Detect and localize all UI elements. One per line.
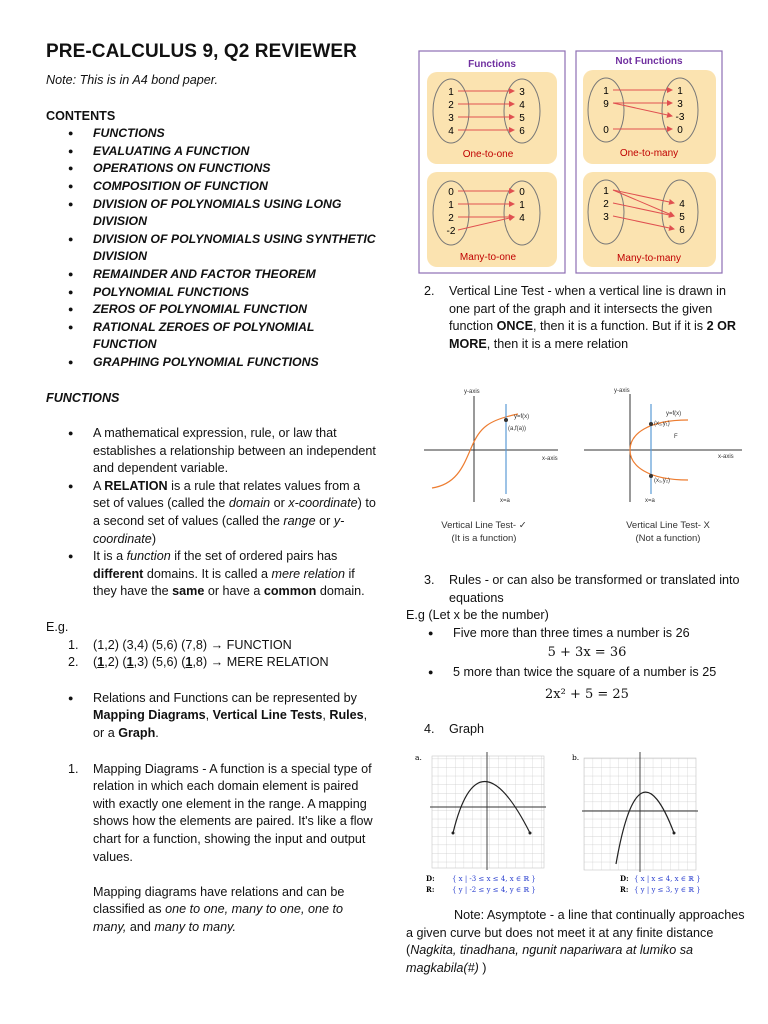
text-italic: x-coordinate (288, 496, 358, 511)
y-axis-label: y-axis (614, 388, 630, 394)
rules-item (424, 572, 742, 607)
function-curve (432, 414, 518, 488)
text-bold: Vertical Line Tests (212, 708, 323, 723)
intersection-point (649, 474, 653, 478)
map-value: 6 (519, 126, 525, 137)
map-value: 0 (603, 125, 609, 136)
text: or have a (204, 584, 264, 599)
mapping-diagrams-figure (418, 50, 768, 276)
list-number: 1. (68, 761, 79, 776)
contents-item: ● REMAINDER AND FACTOR THEOREM (68, 266, 376, 284)
domain-set: { x | -3 ≤ x ≤ 4, x ∈ ℝ } (452, 875, 536, 883)
text: A (93, 478, 105, 493)
text: ,8) → MERE RELATION (192, 655, 329, 670)
map-value: 6 (679, 225, 685, 236)
text: , (322, 708, 330, 723)
bullet-definition: ● A mathematical expression, rule, or law that establishes a relationship between an independent and dependent variable. (68, 425, 376, 478)
equation-2: 2x² + 5 = 25 (545, 686, 629, 702)
endpoint (529, 832, 532, 835)
bullet-function-def (68, 548, 376, 601)
map-value: 1 (603, 186, 609, 197)
text: (1,2) (3,4) (5,6) (7,8) → FUNCTION (93, 637, 292, 652)
list-number: 3. (424, 573, 435, 587)
map-value: -3 (675, 112, 685, 123)
text: Vertical Line Test - when a vertical line is drawn in one part of the graph and it intersects the given function (449, 284, 726, 334)
domain-label: D: (426, 874, 435, 883)
map-value: 1 (448, 87, 454, 98)
one-to-many-caption: One-to-many (619, 148, 679, 159)
x-axis-label: x-axis (718, 454, 734, 460)
range-set: { y | -2 ≤ y ≤ 4, y ∈ ℝ } (452, 886, 536, 894)
text-bold: same (172, 584, 205, 599)
list-number: 2. (424, 284, 435, 298)
contents-item: ● ZEROS OF POLYNOMIAL FUNCTION (68, 301, 376, 319)
caption-line-1: Vertical Line Test- ✓ (441, 520, 527, 531)
list-number: 2. (68, 655, 79, 670)
vlt-text-block (402, 283, 742, 353)
example-mere-relation (68, 654, 376, 672)
text: ) (151, 531, 157, 546)
point-label: (x₁,y₂) (654, 478, 671, 484)
map-value: 3 (448, 113, 454, 124)
many-to-many-caption: Many-to-many (617, 253, 681, 264)
text: ) to a second set of values (called the (93, 496, 376, 529)
contents-heading: CONTENTS (46, 108, 116, 123)
text-bold: Rules (329, 708, 364, 723)
text: ,3) (5,6) ( (133, 655, 186, 670)
text-bold: Graph (118, 726, 156, 740)
functions-heading: FUNCTIONS (46, 390, 120, 405)
text: and (126, 919, 155, 934)
map-value: 0 (677, 125, 683, 136)
map-value: 1 (603, 86, 609, 97)
caption-line-1: Vertical Line Test- X (626, 520, 710, 531)
list-number: 1. (68, 637, 79, 652)
contents-item: ● COMPOSITION OF FUNCTION (68, 178, 376, 196)
text: if they have the (93, 566, 355, 599)
vertical-line-test-figure (418, 384, 748, 550)
mapping-classification (93, 884, 376, 937)
text: domain. (316, 584, 365, 599)
range-label: R: (620, 885, 629, 894)
map-value: 3 (603, 212, 609, 223)
map-value: 4 (679, 199, 685, 210)
one-to-one-caption: One-to-one (462, 149, 514, 160)
rule-example-2: ● 5 more than twice the square of a number is 25 (428, 664, 742, 682)
graph-b-label: b. (572, 753, 580, 762)
contents-item: ● EVALUATING A FUNCTION (68, 143, 376, 161)
text-italic: range (283, 514, 316, 529)
point-label: (x₁,y₁) (654, 421, 670, 427)
text: , then it is a function. But if it is (533, 319, 707, 334)
mapping-diagrams-item (68, 761, 376, 937)
text-bold: common (263, 584, 317, 599)
contents-item: ● GRAPHING POLYNOMIAL FUNCTIONS (68, 354, 376, 372)
vlt-item (424, 283, 742, 353)
map-value: 4 (448, 126, 454, 137)
vlt-relation-graph (584, 388, 742, 544)
text: if the set of ordered pairs has (170, 549, 338, 564)
point-label: (a,f(a)) (508, 426, 526, 432)
domain-label: D: (620, 874, 629, 883)
text-italic: many to many. (154, 919, 237, 934)
map-value: 1 (448, 200, 454, 211)
map-value: 1 (519, 200, 525, 211)
text-italic: domain (228, 496, 271, 511)
contents-item: ● RATIONAL ZEROES OF POLYNOMIAL FUNCTION (68, 319, 376, 354)
map-value: 9 (603, 99, 609, 110)
text: , (205, 708, 213, 723)
text-underlined: 1 (185, 655, 193, 670)
rules-list (402, 572, 742, 607)
text: It is a (93, 549, 127, 564)
contents-item: ● OPERATIONS ON FUNCTIONS (68, 160, 376, 178)
asymptote-note (406, 907, 746, 977)
map-value: -2 (446, 226, 456, 237)
text-bold: different (93, 566, 144, 581)
text: , or a (93, 708, 368, 740)
map-value: 0 (448, 187, 454, 198)
f-label: F (674, 434, 678, 440)
eg-let-label: E.g (Let x be the number) (406, 608, 549, 623)
map-value: 2 (448, 213, 454, 224)
many-to-one-caption: Many-to-one (459, 252, 517, 263)
page-title: PRE-CALCULUS 9, Q2 REVIEWER (46, 41, 357, 62)
text: is a rule that relates values from a set of values (called the (93, 478, 361, 511)
text: . (155, 726, 159, 740)
map-value: 3 (677, 99, 683, 110)
xa-label: x=a (645, 498, 655, 504)
equation-1: 5 + 3x = 36 (547, 645, 627, 661)
functions-label: Functions (468, 59, 516, 70)
graph-a (415, 752, 546, 894)
domain-set: { x | x ≤ 4, x ∈ ℝ } (634, 875, 701, 883)
contents-list (46, 125, 376, 371)
list-number: 4. (424, 722, 435, 737)
y-axis-label: y-axis (464, 389, 480, 395)
rules-block (402, 572, 742, 739)
text-bold: RELATION (104, 478, 168, 493)
text-italic: function (126, 549, 171, 564)
grid-a (432, 756, 544, 868)
text: ( (93, 655, 98, 670)
text: Mapping diagrams have relations and can be classified as (93, 884, 345, 917)
xa-label: x=a (500, 498, 510, 504)
text-bold: Mapping Diagrams (93, 708, 206, 723)
function-label: y=f(x) (514, 414, 530, 420)
not-functions-label: Not Functions (615, 56, 683, 67)
text-underlined: 1 (126, 655, 134, 670)
text-bold: ONCE (496, 319, 533, 334)
text: ,2) ( (104, 655, 127, 670)
map-value: 4 (519, 100, 525, 111)
graph-a-label: a. (415, 753, 422, 762)
text: Rules - or can also be transformed or translated into equations (449, 573, 740, 605)
bullet-relation (68, 478, 376, 548)
x-axis-label: x-axis (542, 456, 558, 462)
graph-list (402, 721, 742, 739)
caption-line-2: (It is a function) (451, 533, 517, 544)
bullet-representations (68, 690, 376, 743)
text: or (315, 514, 334, 529)
intersection-point (504, 418, 508, 422)
graph-examples-figure (412, 750, 752, 900)
contents-item: ● FUNCTIONS (68, 125, 376, 143)
vlt-list (402, 283, 742, 353)
contents-item: ● POLYNOMIAL FUNCTIONS (68, 284, 376, 302)
map-value: 1 (677, 86, 683, 97)
text: Mapping Diagrams - A function is a special type of relation in which each domain element is paired with exactly one element in the range. A mapping shows how the elements are paired. It's like a flow chart for a function, showing the input and output values. (93, 761, 373, 864)
intersection-point (649, 422, 653, 426)
map-value: 2 (448, 100, 454, 111)
text: , then it is a mere relation (486, 336, 629, 351)
text: or (270, 496, 289, 511)
rule-example-1: ● Five more than three times a number is 26 (428, 625, 742, 643)
map-value: 0 (519, 187, 525, 198)
map-value: 2 (603, 199, 609, 210)
text: ) (478, 960, 487, 975)
eg-label: E.g. (46, 620, 69, 635)
text: domains. It is called a (143, 566, 272, 581)
vlt-function-graph (424, 389, 558, 544)
representation-bullet-list (46, 690, 376, 743)
rules-examples (402, 625, 742, 643)
text: Graph (449, 722, 485, 737)
examples-list (46, 637, 376, 672)
text-italic: mere relation (271, 566, 345, 581)
map-value: 4 (519, 213, 525, 224)
range-set: { y | y ≤ 3, y ∈ ℝ } (634, 886, 701, 894)
endpoint (452, 832, 455, 835)
text-italic: Nagkita, tinadhana, ngunit napariwara at lumiko sa magkabila(#) (406, 943, 694, 975)
left-column (46, 40, 376, 937)
text: Note: Asymptote - a line that continually approaches a given curve but does not meet it at any finite distance ( (406, 908, 745, 958)
text-italic: one to one, many to one, one to many, (93, 902, 343, 934)
contents-item: ● DIVISION OF POLYNOMIALS USING LONG DIVISION (68, 196, 376, 231)
map-value: 3 (519, 87, 525, 98)
text-bold: 2 OR MORE (449, 319, 737, 351)
graph-b (572, 752, 701, 894)
example-function (68, 637, 376, 655)
text: Relations and Functions can be represented by (93, 690, 357, 705)
note: Note: This is in A4 bond paper. (46, 73, 218, 87)
caption-line-2: (Not a function) (635, 533, 701, 544)
functions-bullets (46, 425, 376, 601)
map-value: 5 (679, 212, 685, 223)
text-italic: y-coordinate (93, 514, 345, 546)
text-underlined: 1 (97, 655, 105, 670)
graph-item (424, 721, 742, 739)
contents-item: ● DIVISION OF POLYNOMIALS USING SYNTHETIC DIVISION (68, 231, 376, 266)
function-label: y=f(x) (666, 411, 682, 417)
map-value: 5 (519, 113, 525, 124)
mapping-list (46, 761, 376, 937)
rules-examples (402, 664, 742, 682)
endpoint (673, 832, 676, 835)
range-label: R: (426, 885, 435, 894)
